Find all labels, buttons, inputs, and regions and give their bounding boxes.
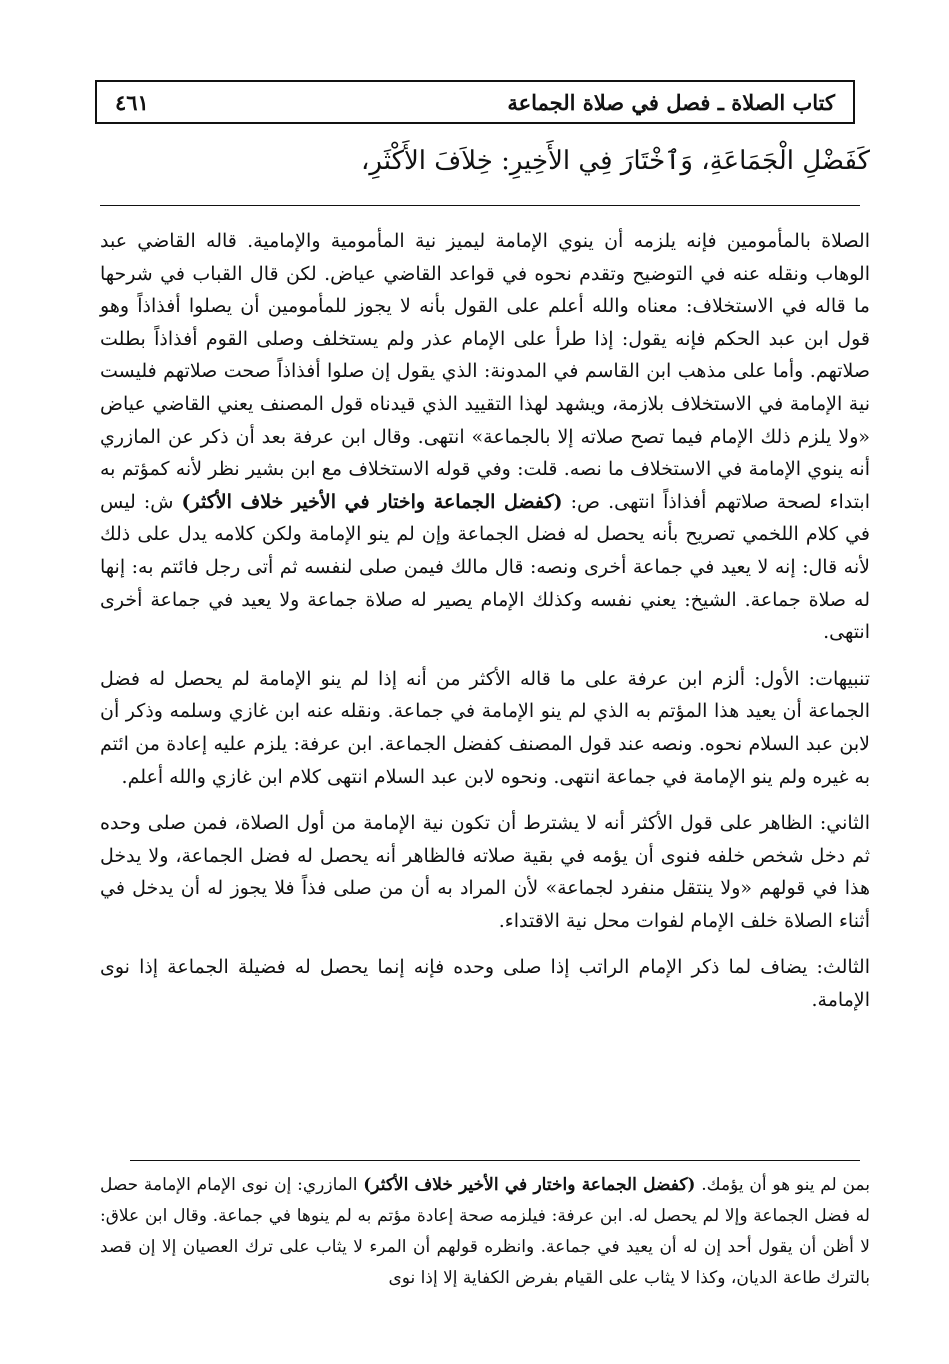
commentary-paragraph-2: تنبيهات: الأول: ألزم ابن عرفة على ما قاله الأكثر من أنه إذا لم ينو الإمامة لم يحصل له فضل الجماعة أن يعيد هذا المؤتم به الذي لم ينو الإمامة في جماعة. ونقله عنه ابن غازي وسلمه وذكر أن لابن عبد السلام نحوه. ونصه عند قول المصنف كفضل الجماعة. ابن عرفة: يلزم عليه إعادة من ائتم به غيره ولم ينو الإمامة في جماعة انتهى. ونحوه لابن عبد السلام انتهى كلام ابن غازي والله أعلم.: [100, 667, 870, 788]
paragraph-text: ش: ليس في كلام اللخمي تصريح بأنه يحصل له فضل الجماعة وإن لم ينو الإمامة ولكن كلامه يدل على ذلك لأنه قال: إنه لا يعيد في جماعة أخرى ونصه: قال مالك فيمن صلى لنفسه ثم أتى رجل فائتم به: إنها له صلاة جماعة. الشيخ: يعني نفسه وكذلك الإمام يصير له صلاة جماعة ولا يعيد في جماعة أخرى انتهى.: [100, 490, 870, 644]
commentary-paragraph-1: [100, 225, 870, 649]
divider-footnotes: [130, 1160, 860, 1161]
page-number: ٤٦١: [115, 89, 149, 115]
commentary-paragraph-4: الثالث: يضاف لما ذكر الإمام الراتب إذا صلى وحده فإنه إنما يحصل له فضيلة الجماعة إذا نوى الإمامة.: [100, 956, 870, 1012]
commentary-paragraph-3: الثاني: الظاهر على قول الأكثر أنه لا يشترط أن تكون نية الإمامة من أول الصلاة، فمن صلى وحده ثم دخل شخص خلفه فنوى أن يؤمه في بقية صلاته فالظاهر أنه يحصل له فضل الجماعة، ولا يدخل هذا في قولهم «ولا ينتقل منفرد لجماعة» لأن المراد به أن من صلى فذاً فلا يجوز له أن يدخل في أثناء الصلاة خلف الإمام لفوات محل نية الاقتداء.: [100, 812, 870, 932]
paragraph-text: الصلاة بالمأمومين فإنه يلزمه أن ينوي الإمامة ليميز نية المأمومية والإمامية. قاله القاضي عبد الوهاب ونقله عنه في التوضيح وتقدم نحوه في قواعد القاضي عياض. لكن قال القباب في شرحها ما قاله في الاستخلاف: معناه والله أعلم على القول بأنه لا يجوز للمأمومين أن يصلوا أفذاذاً وهو قول ابن عبد الحكم فإنه يقول: إذا طرأ على الإمام عذر ولم يستخلف وصلى القوم أفذاذاً بطلت صلاتهم. وأما على مذهب ابن القاسم في المدونة: الذي يقول إن صلوا أفذاذاً صحت صلاتهم فليست نية الإمامة في الاستخلاف بلازمة، ويشهد لهذا التقييد الذي قيدناه قول المصنف يعني القاضي عياض «ولا يلزم ذلك الإمام فيما تصح صلاته إلا بالجماعة» انتهى. وقال ابن عرفة بعد أن ذكر عن المازري أنه ينوي الإمامة في الاستخلاف ما نصه. قلت: وفي قوله الاستخلاف مع ابن بشير نظر لأنه كمؤتم به ابتداء لصحة صلاتهم أفذاذاً انتهى. ص:: [100, 230, 870, 513]
footnote-text: بمن لم ينو هو أن يؤمك.: [701, 1175, 870, 1195]
commentary: [100, 225, 870, 1031]
main-text: كَفَضْلِ الْجَمَاعَةِ، وَٱخْتَارَ فِي الأَخِيرِ: خِلاَفَ الأَكْثَرِ،: [361, 146, 870, 176]
running-header: [95, 80, 855, 124]
footnotes: [100, 1170, 870, 1294]
footnote-quote: (كفضل الجماعة واختار في الأخير خلاف الأكثر): [363, 1175, 696, 1195]
quoted-main-text: (كفضل الجماعة واختار في الأخير خلاف الأكثر): [181, 490, 563, 513]
divider-top: [100, 205, 860, 206]
chapter-title: كتاب الصلاة ـ فصل في صلاة الجماعة: [507, 89, 835, 115]
footnote-paragraph: [100, 1170, 870, 1294]
footnote-text: المازري: إن نوى الإمام الإمامة حصل له فضل الجماعة وإلا لم يحصل له. ابن عرفة: فيلزمه صحة إعادة مؤتم به لم ينوها في جماعة. وقال ابن علاق: لا أظن أن يقول أحد إن له أن يعيد في جماعة. وانظره قولهم أن المرء لا يثاب على ترك العصيان إلا إن قصد بالترك طاعة الديان، وكذا لا يثاب على القيام بفرض الكفاية إلا إذا نوى: [100, 1175, 870, 1288]
